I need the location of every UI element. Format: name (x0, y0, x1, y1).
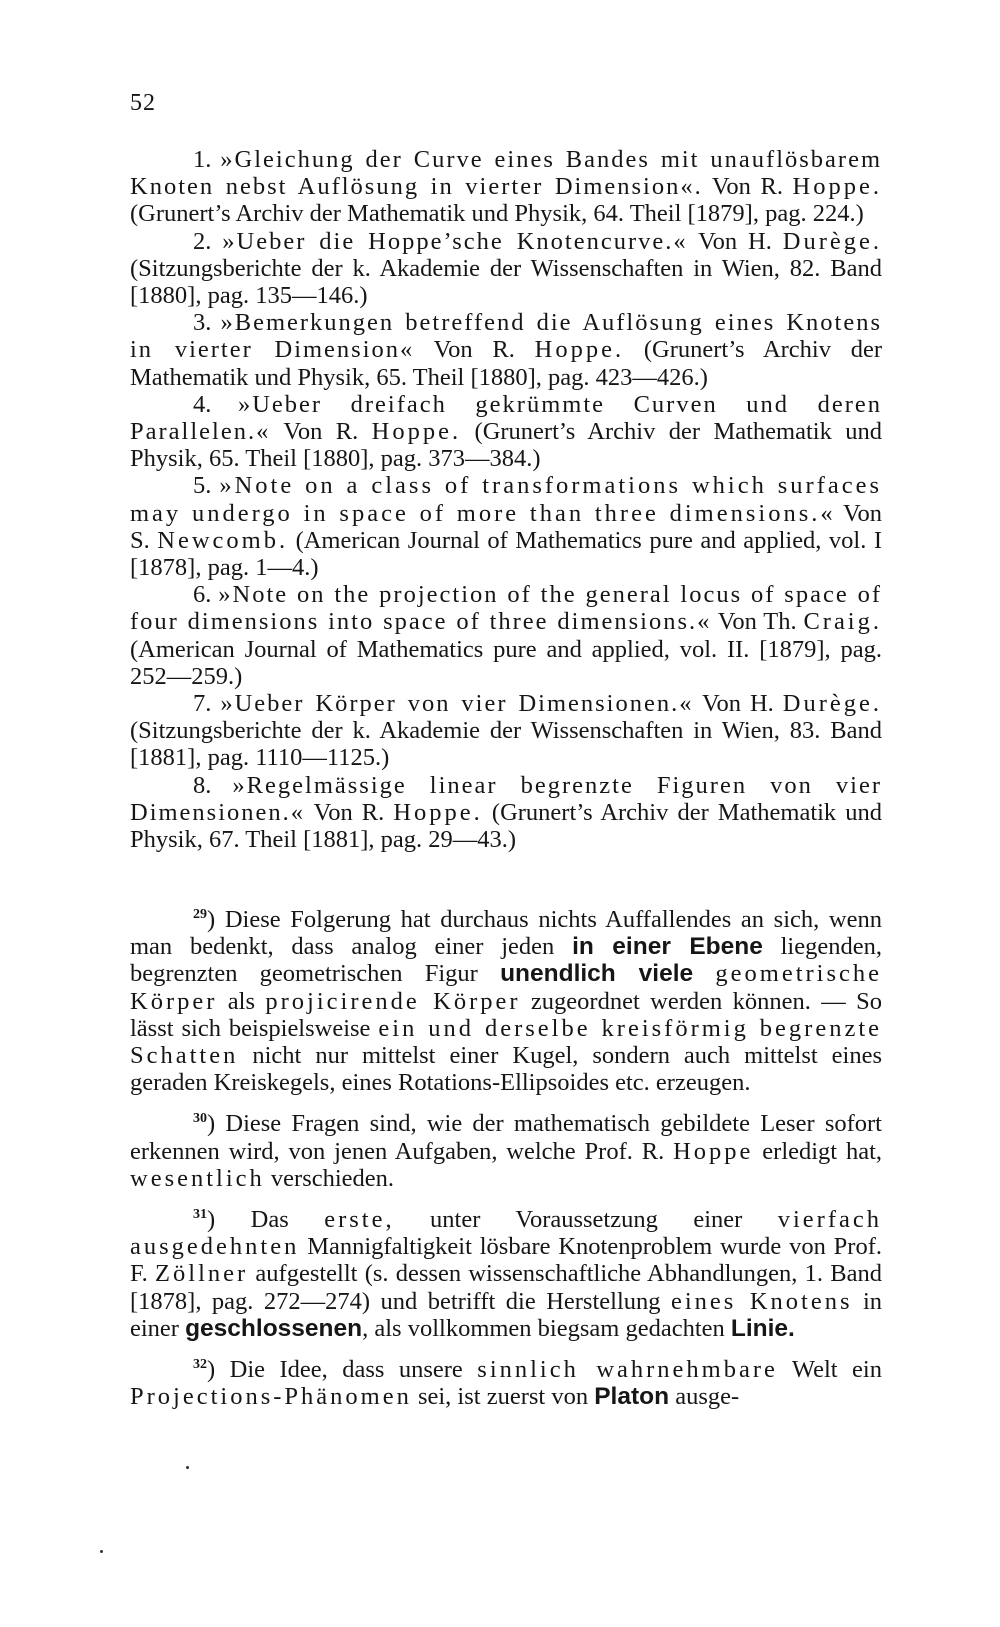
page-number: 52 (130, 90, 156, 116)
entry-author: Craig. (803, 608, 882, 636)
entry-source: (Grunert’s Archiv der Mathematik und Physik, 64. Theil [1879], pag. 224.) (130, 200, 864, 228)
entry-source: (American Journal of Mathematics pure and applied, vol. I [1878], pag. 1—4.) (130, 526, 882, 582)
footnotes (130, 906, 882, 1424)
footnote-marker: 30 (193, 1111, 207, 1127)
footnote-marker: 29 (193, 907, 207, 922)
bibliography-entry: 3. »Bemerkungen betreffend die Auflösung eines Knotens in vierter Dimension« Von R. Hoppe. (Grunert’s Archiv der Mathematik und Physik, 65. Theil [1880], pag. 423—426.) (130, 309, 883, 391)
bibliography-entry: 8. »Regelmässige linear begrenzte Figuren von vier Dimensionen.« Von R. Hoppe. (Grunert’s Archiv der Mathematik und Physik, 67. Theil [1881], pag. 29—43.) (130, 771, 883, 854)
footnote-31: $^{31}$) Das erste, unter Voraussetzung einer vierfach ausgedehnten Mannigfaltigkeit lösbare Knotenproblem wurde von Prof. F. Zöllner aufgestellt (s. dessen wissenschaftliche Abhandlungen, 1. Band [1878], pag. 272—274) und betrifft die Herstellung eines Knotens in einer geschlossenen, als vollkommen biegsam gedachten Linie. (130, 1206, 883, 1342)
entry-author: Hoppe. (393, 798, 483, 826)
print-speck (186, 1466, 189, 1469)
bibliography-list (130, 146, 882, 853)
entry-author: Durège. (782, 690, 882, 718)
entry-title: »Ueber Körper von vier Dimensionen.« (220, 690, 694, 718)
footnote-marker: 32 (193, 1357, 207, 1373)
entry-title: »Note on the projection of the general locus of space of four dimensions into space of three dimensions.« (130, 581, 882, 636)
entry-title: »Bemerkungen betreffend die Auflösung eines Knotens in vierter Dimension« (130, 309, 882, 364)
entry-source: (Grunert’s Archiv der Mathematik und Physik, 65. Theil [1880], pag. 373—384.) (130, 418, 882, 473)
bibliography-entry: 6. »Note on the projection of the general locus of space of four dimensions into space of three dimensions.« Von Th. Craig. (American Journal of Mathematics pure and applied, vol. II. [1879], pag. 252—259.) (130, 581, 882, 690)
entry-author: Hoppe. (371, 418, 462, 446)
entry-title: »Note on a class of transformations which surfaces may undergo in space of more than three dimensions.« (130, 472, 883, 527)
footnote-marker: 31 (193, 1207, 207, 1223)
bibliography-entry: 1. »Gleichung der Curve eines Bandes mit unauflösbarem Knoten nebst Auflösung in vierter Dimension«. Von R. Hoppe. (Grunert’s Archiv der Mathematik und Physik, 64. Theil [1879], pag. 224.) (130, 146, 883, 228)
entry-title: »Ueber die Hoppe’sche Knotencurve.« (222, 227, 688, 255)
entry-source: (Sitzungsberichte der k. Akademie der Wissenschaften in Wien, 82. Band [1880], pag. 135—146.) (130, 254, 882, 310)
entry-author: Newcomb. (157, 526, 289, 554)
entry-author: Durège. (782, 227, 883, 255)
entry-title: »Regelmässige linear begrenzte Figuren von vier Dimensionen.« (130, 771, 882, 826)
entry-author: Hoppe. (792, 173, 882, 201)
entry-title: »Ueber dreifach gekrümmte Curven und deren Parallelen.« (130, 390, 882, 446)
bibliography-entry: 4. »Ueber dreifach gekrümmte Curven und deren Parallelen.« Von R. Hoppe. (Grunert’s Archiv der Mathematik und Physik, 65. Theil [1880], pag. 373—384.) (130, 390, 882, 473)
entry-source: (Sitzungsberichte der k. Akademie der Wissenschaften in Wien, 83. Band [1881], pag. 1110—1125.) (130, 717, 882, 772)
bibliography-entry: 2. »Ueber die Hoppe’sche Knotencurve.« Von H. Durège. (Sitzungsberichte der k. Akademie der Wissenschaften in Wien, 82. Band [1880], pag. 135—146.) (130, 227, 883, 310)
footnote-30: $^{30}$) Diese Fragen sind, wie der mathematisch gebildete Leser sofort erkennen wird, von jenen Aufgaben, welche Prof. R. Hoppe erledigt hat, wesentlich verschieden. (130, 1110, 883, 1192)
footnote-29: $^{29}$) Diese Folgerung hat durchaus nichts Auffallendes an sich, wenn man bedenkt, dass analog einer jeden in einer Ebene liegenden, begrenzten geometrischen Figur unendlich viele geometrische Körper als projicirende Körper zugeordnet werden können. — So lässt sich beispielsweise ein und derselbe kreisförmig begrenzte Schatten nicht nur mittelst einer Kugel, sondern auch mittelst eines geraden Kreiskegels, eines Rotations-Ellipsoides etc. erzeugen. (130, 906, 883, 1097)
entry-source: (Grunert’s Archiv der Mathematik und Physik, 65. Theil [1880], pag. 423—426.) (130, 336, 883, 391)
entry-title: »Gleichung der Curve eines Bandes mit unauflösbarem Knoten nebst Auflösung in vierter Dimension«. (130, 146, 883, 201)
print-speck (100, 1550, 103, 1553)
bibliography-entry: 5. »Note on a class of transformations which surfaces may undergo in space of more than three dimensions.« Von S. Newcomb. (American Journal of Mathematics pure and applied, vol. I [1878], pag. 1—4.) (130, 472, 883, 582)
bibliography-entry: 7. »Ueber Körper von vier Dimensionen.« Von H. Durège. (Sitzungsberichte der k. Akademie der Wissenschaften in Wien, 83. Band [1881], pag. 1110—1125.) (130, 690, 882, 772)
footnote-32: $^{32}$) Die Idee, dass unsere sinnlich wahrnehmbare Welt ein Projections-Phänomen sei, ist zuerst von Platon ausge- (130, 1356, 882, 1411)
entry-source: (Grunert’s Archiv der Mathematik und Physik, 67. Theil [1881], pag. 29—43.) (130, 798, 883, 854)
entry-author: Hoppe. (534, 336, 625, 364)
entry-source: (American Journal of Mathematics pure and applied, vol. II. [1879], pag. 252—259.) (130, 635, 882, 690)
